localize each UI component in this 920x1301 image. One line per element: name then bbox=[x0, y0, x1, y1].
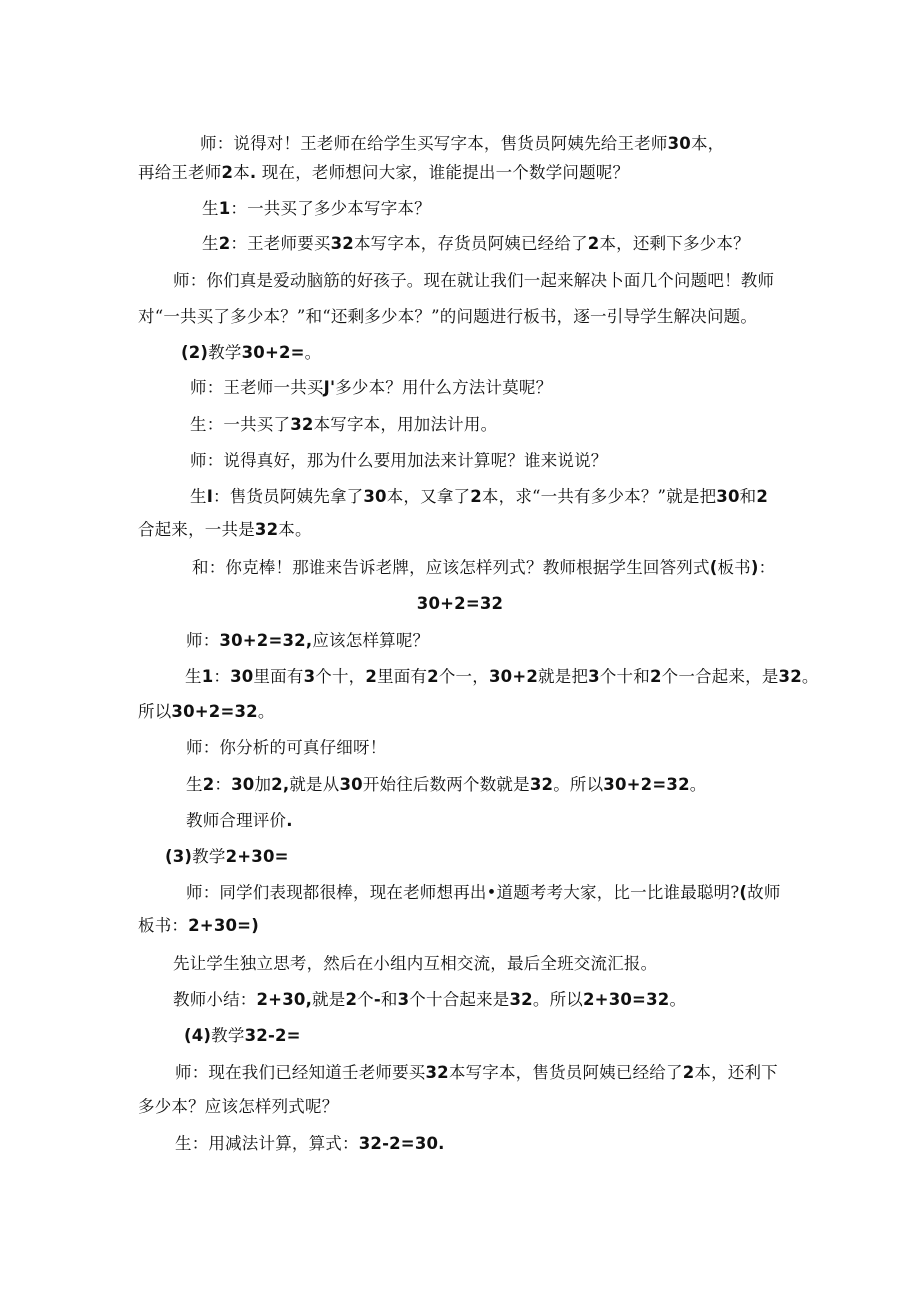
paragraph-line: 师：王老师一共买J'多少本？用什么方法计莫呢？ bbox=[190, 378, 553, 397]
paragraph-line: 再给王老师2本. 现在，老师想问大家，谁能提出一个数学问题呢？ bbox=[138, 163, 630, 182]
paragraph-line: 合起来，一共是32本。 bbox=[138, 520, 312, 539]
paragraph-line: 生：用减法计算，算式：32-2=30. bbox=[175, 1134, 445, 1153]
paragraph-line: 教师合理评价. bbox=[186, 811, 293, 830]
paragraph-line: 师：说得真好，那为什么要用加法来计算呢？谁来说说？ bbox=[190, 451, 608, 470]
paragraph-line: 板书：2+30=) bbox=[138, 916, 259, 935]
paragraph-line: 生1：一共买了多少本写字本？ bbox=[202, 199, 431, 218]
paragraph-line: 多少本？应该怎样列式呢？ bbox=[138, 1097, 339, 1116]
paragraph-line: 师：你们真是爱动脑筋的好孩子。现在就让我们一起来解决卜面几个问题吧！教师 bbox=[173, 271, 775, 290]
paragraph-line: 师：说得对！王老师在给学生买写字本，售货员阿姨先给王老师30本， bbox=[200, 134, 725, 153]
paragraph-line: 和：你克棒！那谁来告诉老牌，应该怎样列式？教师根据学生回答列式(板书)： bbox=[192, 558, 776, 577]
section-heading: (2)教学30+2=。 bbox=[181, 343, 322, 362]
paragraph-line: 所以30+2=32。 bbox=[138, 702, 275, 721]
section-heading: (4)教学32-2= bbox=[184, 1026, 301, 1045]
paragraph-line: 生：一共买了32本写字本，用加法计用。 bbox=[190, 415, 498, 434]
paragraph-line: 师：你分析的可真仔细呀！ bbox=[186, 738, 387, 757]
paragraph-line: 先让学生独立思考，然后在小组内互相交流，最后全班交流汇报。 bbox=[173, 954, 658, 973]
paragraph-line: 教师小结：2+30,就是2个-和3个十合起来是32。所以2+30=32。 bbox=[173, 990, 687, 1009]
equation: 30+2=32 bbox=[416, 594, 504, 613]
paragraph-line: 师：30+2=32,应该怎样算呢？ bbox=[186, 631, 430, 650]
paragraph-line: 生I：售货员阿姨先拿了30本，又拿了2本，求“一共有多少本？”就是把30和2 bbox=[190, 487, 769, 506]
paragraph-line: 生1：30里面有3个十，2里面有2个一，30+2就是把3个十和2个一合起来，是32。 bbox=[185, 667, 819, 686]
paragraph-line: 生2：30加2,就是从30开始往后数两个数就是32。所以30+2=32。 bbox=[186, 775, 707, 794]
paragraph-line: 生2：王老师要买32本写字本，存货员阿姨已经给了2本，还剩下多少本？ bbox=[202, 234, 750, 253]
paragraph-line: 师：现在我们已经知道壬老师要买32本写字本，售货员阿姨已经给了2本，还利下 bbox=[175, 1063, 778, 1082]
section-heading: (3)教学2+30= bbox=[165, 847, 289, 866]
paragraph-line: 对“一共买了多少本？”和“还剩多少本？”的问题进行板书，逐一引导学生解决问题。 bbox=[138, 307, 758, 326]
paragraph-line: 师：同学们表现都很棒，现在老师想再出•道题考考大家，比一比谁最聪明?(故师 bbox=[186, 883, 781, 902]
